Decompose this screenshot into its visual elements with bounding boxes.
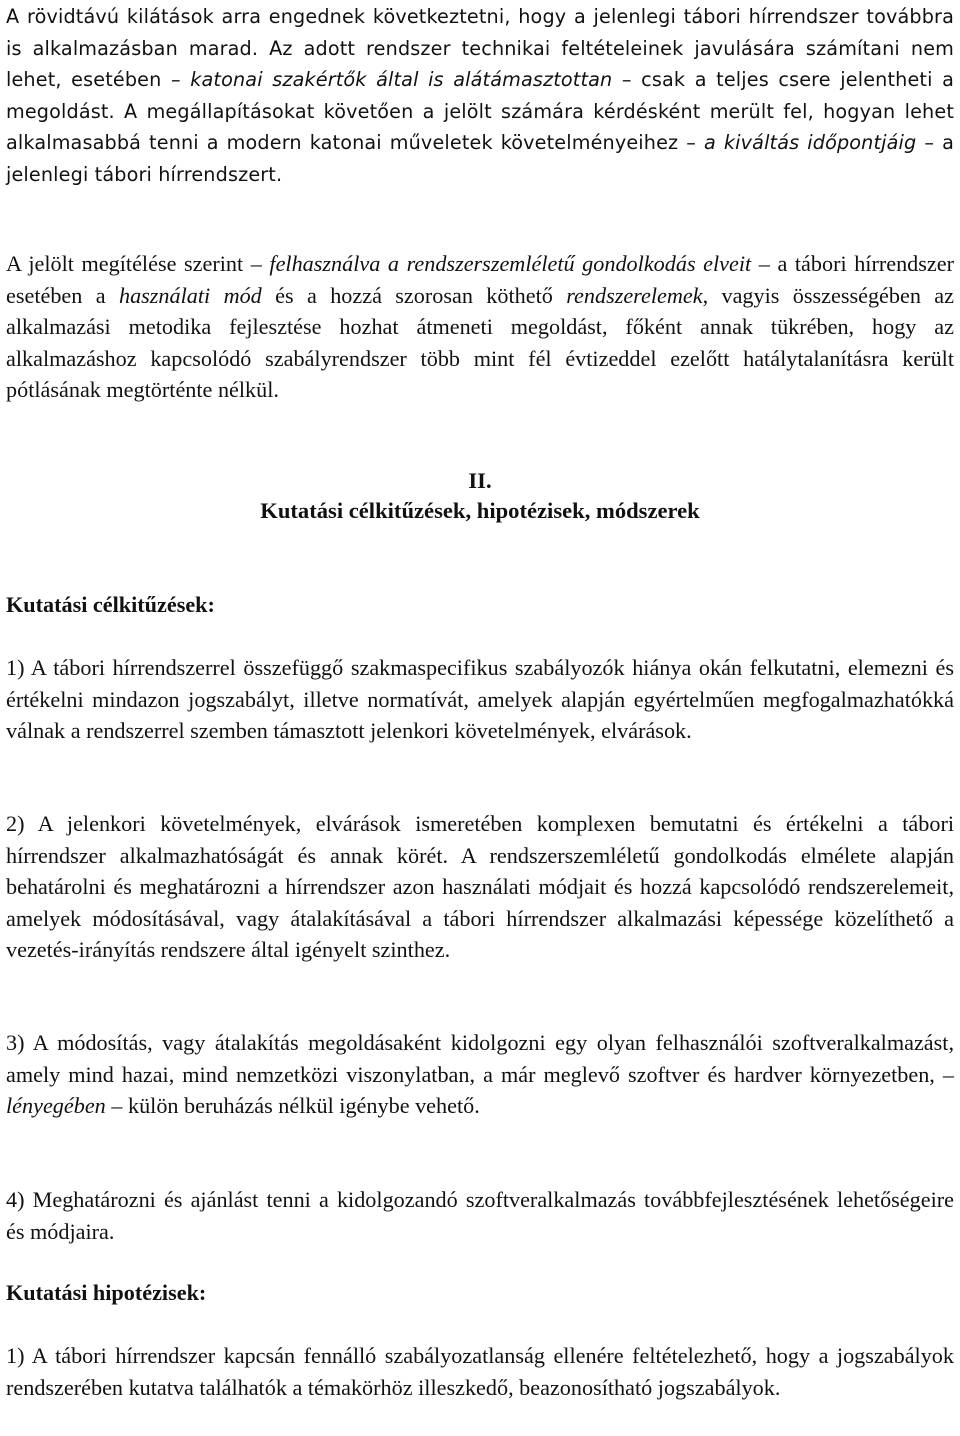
goals-heading: Kutatási célkitűzések:	[6, 592, 215, 617]
intro-text-3: – a jelenlegi tábori hírrendszert.	[6, 131, 955, 186]
goal-item-4: 4) Meghatározni és ajánlást tenni a kidolgozandó szoftveralkalmazás továbbfejlesztésének lehetőségeire és módjaira.	[6, 1187, 954, 1244]
intro-paragraph	[6, 1, 954, 191]
hypotheses-heading: Kutatási hipotézisek:	[6, 1280, 207, 1305]
view-emphasis-2: használati mód	[118, 282, 262, 308]
view-text-1: A jelölt megítélése szerint –	[6, 251, 270, 276]
chapter-title: Kutatási célkitűzések, hipotézisek, módszerek	[260, 498, 700, 523]
view-text-2: – a tábori hírrendszer esetében a	[6, 251, 954, 308]
intro-text-2: – csak a teljes csere jelentheti a megoldást. A megállapításokat követően a jelölt számára kérdésként merült fel, hogyan lehet alkalmasabbá tenni a modern katonai műveletek követelményeihez –	[6, 68, 954, 155]
goal-3-text-2: – külön beruházás nélkül igénybe vehető.	[105, 1093, 480, 1118]
chapter-number: II.	[468, 468, 492, 493]
goal-3-text-1: 3) A módosítás, vagy átalakítás megoldásaként kidolgozni egy olyan felhasználói szoftveralkalmazást, amely mind hazai, mind nemzetközi viszonylatban, a már meglevő szoftver és hardver környezetben, –	[6, 1030, 954, 1087]
view-paragraph	[6, 248, 954, 406]
intro-emphasis-2: a kiváltás időpontjáig	[704, 131, 917, 155]
intro-text-1: A rövidtávú kilátások arra engednek következtetni, hogy a jelenlegi tábori hírrendszer továbbra is alkalmazásban marad. Az adott rendszer technikai feltételeinek javulására számítani nem lehet, esetében –	[6, 5, 954, 92]
view-text-4: , vagyis összességében az alkalmazási metodika fejlesztése hozhat átmeneti megoldást, főként annak tükrében, hogy az alkalmazáshoz kapcsolódó szabályrendszer több mint fél évtizeddel ezelőtt hatálytalanításra került pótlásának megtörténte nélkül.	[6, 282, 954, 402]
intro-emphasis-1: katonai szakértők által is alátámasztottan	[190, 68, 613, 92]
view-emphasis-3: rendszerelemek	[566, 282, 703, 308]
view-emphasis-1: felhasználva a rendszerszemléletű gondolkodás elveit	[269, 251, 752, 276]
goal-item-3	[6, 1027, 954, 1122]
view-text-3: és a hozzá szorosan köthető	[261, 282, 567, 308]
goal-item-2: 2) A jelenkori követelmények, elvárások ismeretében komplexen bemutatni és értékelni a tábori hírrendszer alkalmazhatóságát és annak körét. A rendszerszemléletű gondolkodás elmélete alapján behatárolni és meghatározni a hírrendszer azon használati módjait és hozzá kapcsolódó rendszerelemeit, amelyek módosításával, vagy átalakításával a tábori hírrendszer alkalmazási képessége közelíthető a vezetés-irányítás rendszere által igényelt szinthez.	[6, 811, 954, 962]
goal-3-emphasis: lényegében	[6, 1093, 106, 1118]
hypothesis-item-1: 1) A tábori hírrendszer kapcsán fennálló szabályozatlanság ellenére feltételezhető, hogy a jogszabályok rendszerében kutatva találhatók a témakörhöz illeszkedő, beazonosítható jogszabályok.	[6, 1343, 954, 1400]
goal-item-1: 1) A tábori hírrendszerrel összefüggő szakmaspecifikus szabályozók hiánya okán felkutatni, elemezni és értékelni mindazon jogszabályt, illetve normatívát, amelyek alapján egyértelműen megfogalmazhatókká válnak a rendszerrel szemben támasztott jelenkori követelmények, elvárások.	[6, 655, 954, 743]
